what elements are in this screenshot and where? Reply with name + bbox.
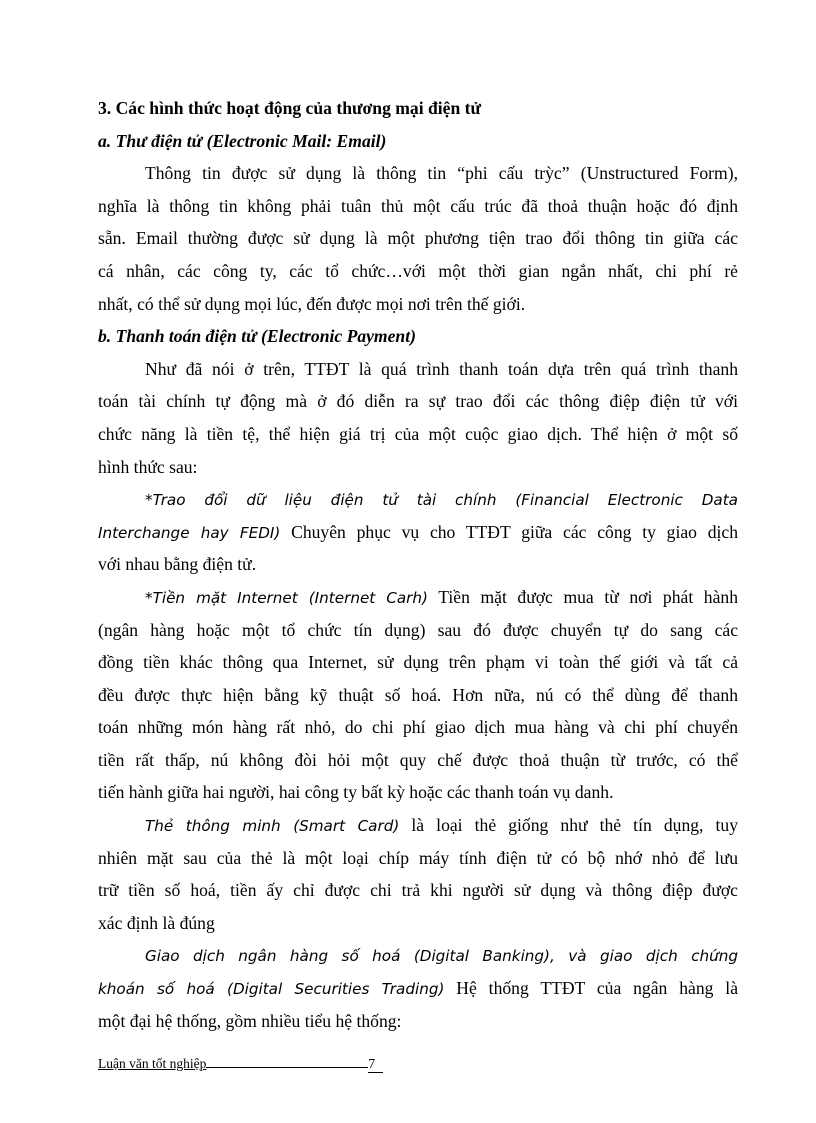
- paragraph-line: toán tài chính tự động mà ở đó diễn ra sự trao đổi các thông điệp điện tử với: [98, 391, 738, 412]
- paragraph-line: đều được thực hiện bằng kỹ thuật số hoá. Hơn nữa, nú có thể dùng để thanh: [98, 684, 738, 705]
- paragraph-internet-cash: [98, 581, 738, 809]
- italic-term: *Tiền mặt Internet (Internet Carh): [145, 588, 428, 607]
- paragraph-line: (ngân hàng hoặc một tổ chức tín dụng) sau đó được chuyển tự do sang các: [98, 619, 738, 640]
- paragraph-fedi: [98, 483, 738, 581]
- paragraph-line: [98, 581, 738, 614]
- body-text: Hệ thống TTĐT của ngân hàng là: [444, 978, 739, 999]
- paragraph-smart-card: [98, 809, 738, 939]
- paragraph-line: một đại hệ thống, gồm nhiều tiểu hệ thống:: [98, 1010, 402, 1031]
- paragraph-line: xác định là đúng: [98, 912, 215, 933]
- paragraph-line: hình thức sau:: [98, 456, 198, 477]
- page-number: 7: [368, 1056, 383, 1073]
- paragraph-line: [98, 939, 738, 972]
- paragraph-line: nghĩa là thông tin không phải tuân thủ một cấu trúc đã thoả thuận hoặc đó định: [98, 195, 738, 216]
- body-text: Tiền mặt được mua từ nơi phát hành: [427, 586, 739, 607]
- paragraph-line: Như đã nói ở trên, TTĐT là quá trình thanh toán dựa trên quá trình thanh: [145, 358, 738, 379]
- paragraph-line: toán những món hàng rất nhỏ, do chi phí giao dịch mua hàng và chi phí chuyển: [98, 717, 738, 738]
- body-text: là loại thẻ giống như thẻ tín dụng, tuy: [399, 815, 738, 836]
- paragraph-line: tiền rất thấp, nú không đòi hỏi một quy chế được thoả thuận từ trước, có thể: [98, 749, 738, 770]
- paragraph-line: với nhau bằng điện tử.: [98, 554, 257, 575]
- paragraph-digital-banking: [98, 939, 738, 1037]
- paragraph-line: đồng tiền khác thông qua Internet, sử dụng trên phạm vi toàn thế giới và tất cả: [98, 652, 738, 673]
- paragraph-line: [98, 972, 738, 1005]
- italic-term: Interchange hay FEDI): [98, 523, 281, 542]
- italic-term: *Trao đổi dữ liệu điện tử tài chính (Financial Electronic Data: [145, 491, 738, 510]
- paragraph-payment: [98, 353, 738, 483]
- paragraph-line: Thông tin được sử dụng là thông tin “phi cấu trỳc” (Unstructured Form),: [145, 163, 738, 184]
- paragraph-line: sẵn. Email thường được sử dụng là một phương tiện trao đổi thông tin giữa các: [98, 228, 738, 249]
- section-heading: 3. Các hình thức hoạt động của thương mại điện tử: [98, 98, 482, 118]
- paragraph-email: [98, 157, 738, 320]
- paragraph-line: [98, 516, 738, 549]
- paragraph-line: chức năng là tiền tệ, thể hiện giá trị của một cuộc giao dịch. Thể hiện ở một số: [98, 423, 738, 444]
- paragraph-line: tiến hành giữa hai người, hai công ty bất kỳ hoặc các thanh toán vụ danh.: [98, 782, 614, 803]
- italic-term: khoán số hoá (Digital Securities Trading): [98, 980, 445, 999]
- subheading-email: a. Thư điện tử (Electronic Mail: Email): [98, 130, 387, 151]
- footer-rule: [206, 1067, 368, 1068]
- italic-term: Thẻ thông minh (Smart Card): [145, 817, 400, 836]
- paragraph-line: [98, 483, 738, 516]
- paragraph-line: [98, 809, 738, 842]
- italic-term: Giao dịch ngân hàng số hoá (Digital Banking), và giao dịch chứng: [145, 947, 738, 966]
- footer-label: Luận văn tốt nghiệp: [98, 1056, 207, 1071]
- paragraph-line: nhiên mặt sau của thẻ là một loại chíp máy tính điện tử có bộ nhớ nhỏ để lưu: [98, 847, 738, 868]
- page-footer: [98, 1056, 383, 1073]
- body-text: Chuyên phục vụ cho TTĐT giữa các công ty giao dịch: [280, 521, 739, 542]
- subheading-payment: b. Thanh toán điện tử (Electronic Payment): [98, 326, 416, 347]
- paragraph-line: cá nhân, các công ty, các tổ chức…với một thời gian ngắn nhất, chi phí rẻ: [98, 260, 738, 281]
- document-page: [98, 92, 738, 1037]
- paragraph-line: nhất, có thể sử dụng mọi lúc, đến được mọi nơi trên thế giới.: [98, 293, 526, 314]
- paragraph-line: trữ tiền số hoá, tiền ấy chỉ được chi trả khi người sử dụng và thông điệp được: [98, 880, 738, 901]
